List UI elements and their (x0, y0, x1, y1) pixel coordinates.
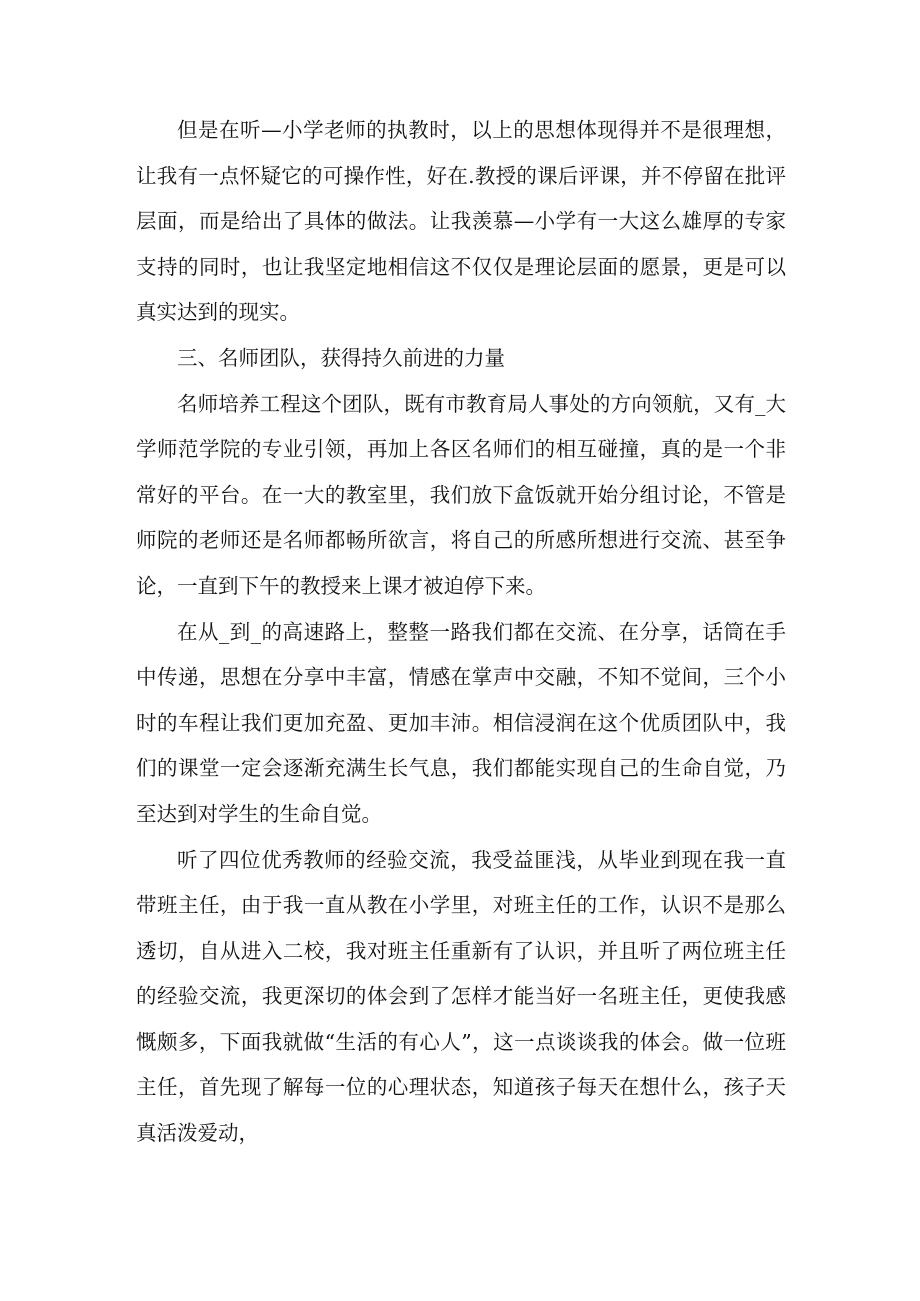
paragraph-3: 在从_到_的高速路上，整整一路我们都在交流、在分享，话筒在手中传递，思想在分享中丰富，情感在掌声中交融，不知不觉间，三个小时的车程让我们更加充盈、更加丰沛。相信浸润在这个优质团队中，我们的课堂一定会逐渐充满生长气息，我们都能实现自己的生命自觉，乃至达到对学生的生命自觉。 (136, 619, 786, 826)
section-heading: 三、名师团队，获得持久前进的力量 (177, 345, 505, 370)
document-body (136, 108, 786, 1157)
paragraph-4: 听了四位优秀教师的经验交流，我受益匪浅，从毕业到现在我一直带班主任，由于我一直从教在小学里，对班主任的工作，认识不是那么透切，自从进入二校，我对班主任重新有了认识，并且听了两位班主任的经验交流，我更深切的体会到了怎样才能当好一名班主任，更使我感慨颇多，下面我就做“生活的有心人”，这一点谈谈我的体会。做一位班主任，首先现了解每一位的心理状态，知道孩子每天在想什么，孩子天真活泼爱动， (136, 847, 786, 1146)
paragraph-2: 名师培养工程这个团队，既有市教育局人事处的方向领航，又有_大学师范学院的专业引领，再加上各区名师们的相互碰撞，真的是一个非常好的平台。在一大的教室里，我们放下盒饭就开始分组讨论，不管是师院的老师还是名师都畅所欲言，将自己的所感所想进行交流、甚至争论，一直到下午的教授来上课才被迫停下来。 (136, 391, 786, 598)
paragraph-1: 但是在听—小学老师的执教时，以上的思想体现得并不是很理想，让我有一点怀疑它的可操作性，好在.教授的课后评课，并不停留在批评层面，而是给出了具体的做法。让我羡慕—小学有一大这么雄厚的专家支持的同时，也让我坚定地相信这不仅仅是理论层面的愿景，更是可以真实达到的现实。 (136, 118, 786, 325)
